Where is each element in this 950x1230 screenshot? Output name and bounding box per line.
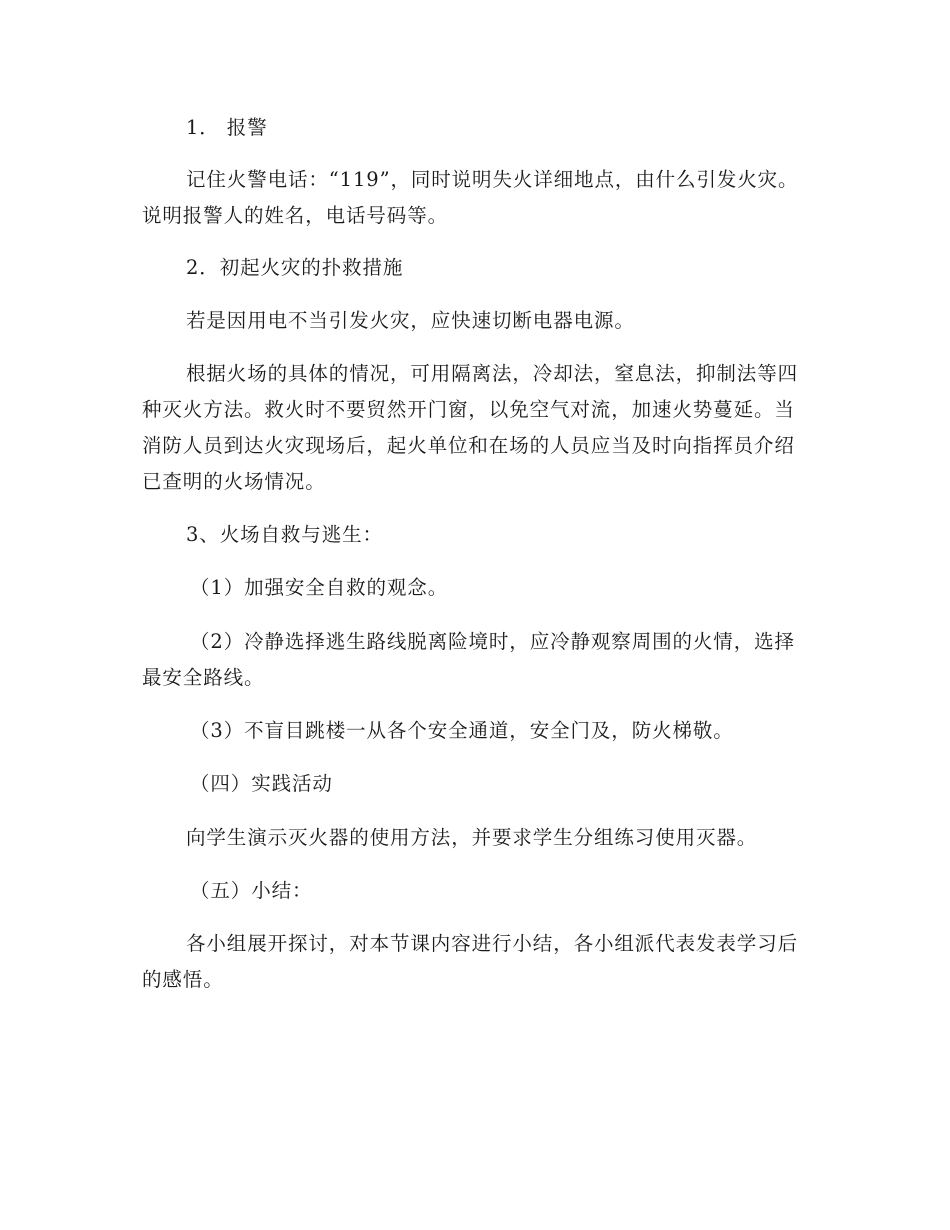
- paragraph-fire-phone: 记住火警电话：“119”，同时说明失火详细地点，由什么引发火灾。说明报警人的姓名，电话号码等。: [142, 168, 799, 227]
- list-item-3: （3）不盲目跳楼一从各个安全通道，安全门及，防火梯敬。: [190, 719, 734, 742]
- paragraph-demonstration: 向学生演示灭火器的使用方法，并要求学生分组练习使用灭器。: [186, 826, 758, 849]
- heading-initial-firefighting: 2．初起火灾的扑救措施: [186, 256, 404, 279]
- heading-practice: （四）实践活动: [190, 772, 333, 795]
- list-item-1: （1）加强安全自救的观念。: [190, 576, 449, 599]
- heading-summary: （五）小结：: [190, 879, 313, 902]
- paragraph-extinguish-methods: 根据火场的具体的情况，可用隔离法，冷却法，窒息法，抑制法等四种灭火方法。救火时不要贸然开门窗，以免空气对流，加速火势蔓延。当消防人员到达火灾现场后，起火单位和在场的人员应当及时向指挥员介绍已查明的火场情况。: [142, 362, 799, 493]
- heading-self-rescue: 3、火场自救与逃生：: [186, 523, 383, 546]
- list-item-2: （2）冷静选择逃生路线脱离险境时，应冷静观察周围的火情，选择最安全路线。: [142, 630, 795, 689]
- heading-alarm: 1． 报警: [186, 116, 268, 139]
- paragraph-cut-power: 若是因用电不当引发火灾，应快速切断电器电源。: [186, 309, 635, 332]
- paragraph-group-discussion: 各小组展开探讨，对本节课内容进行小结，各小组派代表发表学习后的感悟。: [142, 932, 799, 991]
